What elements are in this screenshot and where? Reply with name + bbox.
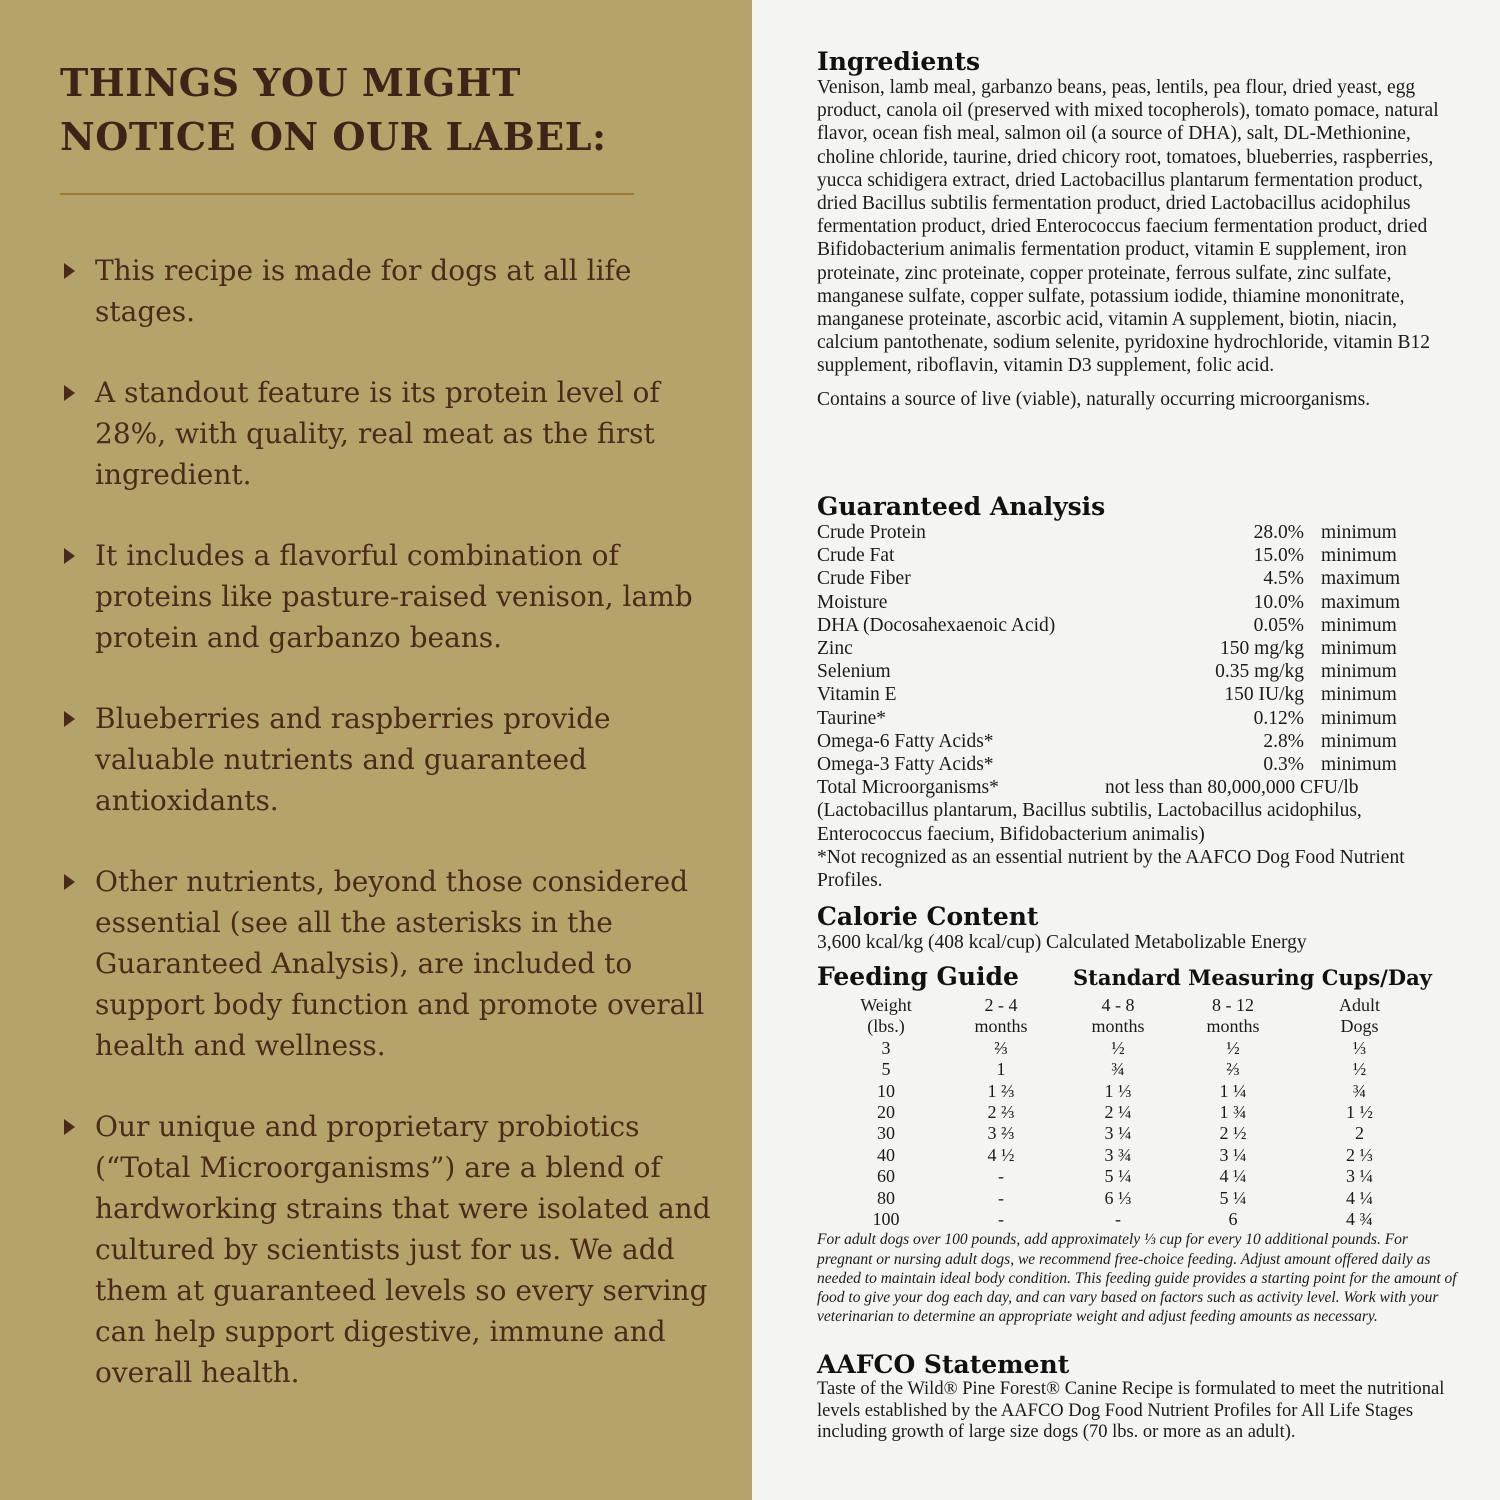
analysis-nutrient: Selenium	[817, 661, 891, 683]
calorie-section	[817, 903, 1457, 954]
feeding-cell: 60	[877, 1166, 895, 1187]
aafco-text: Taste of the Wild® Pine Forest® Canine Recipe is formulated to meet the nutritional levels established by the AAFCO Dog Food Nutrient Profiles for All Life Stages including growth of large size dogs (70 lbs. or more as an adult).	[817, 1379, 1445, 1443]
feeding-cell: -	[998, 1166, 1004, 1187]
analysis-qualifier: minimum	[1321, 614, 1397, 636]
analysis-row	[817, 707, 1421, 730]
analysis-row	[817, 521, 1421, 544]
feeding-cell: 1	[996, 1059, 1006, 1080]
feeding-cell: ½	[1352, 1059, 1367, 1080]
feeding-cell: 2	[1355, 1123, 1364, 1144]
triangle-bullet-icon	[64, 548, 75, 564]
feeding-row	[817, 1166, 1442, 1187]
feeding-column-header: (lbs.)	[867, 1016, 905, 1037]
triangle-bullet-icon	[64, 711, 75, 727]
analysis-row	[817, 591, 1421, 614]
feeding-cell: 80	[877, 1187, 895, 1208]
analysis-nutrient: Moisture	[817, 591, 888, 613]
analysis-nutrient: Omega-6 Fatty Acids*	[817, 730, 994, 752]
analysis-row	[817, 730, 1421, 753]
feeding-cell: 10	[877, 1080, 895, 1101]
bullet-item: Other nutrients, beyond those considered essential (see all the asterisks in the Guaranteed Analysis), are included to support body function and promote overall health and wellness.	[60, 861, 730, 1066]
analysis-row	[817, 683, 1421, 706]
calorie-title: Calorie Content	[817, 902, 1039, 931]
analysis-row	[817, 567, 1421, 590]
feeding-cell: 100	[872, 1209, 900, 1230]
feeding-cell: 6	[1228, 1209, 1238, 1230]
analysis-qualifier: minimum	[1321, 754, 1397, 776]
feeding-section	[817, 963, 1457, 1326]
analysis-qualifier: minimum	[1321, 730, 1397, 752]
feeding-cell: 4 ¾	[1346, 1209, 1373, 1230]
feeding-cell: 4 ¼	[1346, 1187, 1373, 1208]
feeding-column-header: 8 - 12	[1212, 995, 1254, 1015]
analysis-nutrient: Vitamin E	[817, 684, 897, 706]
feeding-row	[817, 1145, 1442, 1166]
analysis-qualifier: maximum	[1321, 591, 1401, 613]
analysis-qualifier: minimum	[1321, 545, 1397, 567]
analysis-qualifier: minimum	[1321, 661, 1397, 683]
analysis-value: 0.35 mg/kg	[1215, 661, 1304, 683]
feeding-cell: 1 ¾	[1219, 1102, 1247, 1123]
bullet-item: It includes a flavorful combination of proteins like pasture-raised venison, lamb protein and garbanzo beans.	[60, 535, 730, 658]
feeding-row	[817, 1188, 1442, 1209]
feeding-column-header: Adult	[1338, 995, 1380, 1015]
bullet-item: A standout feature is its protein level of 28%, with quality, real meat as the first ingredient.	[60, 372, 730, 495]
analysis-qualifier: maximum	[1321, 568, 1401, 590]
analysis-value: 150 mg/kg	[1220, 638, 1304, 660]
analysis-value: 150 IU/kg	[1224, 684, 1304, 706]
analysis-nutrient: Crude Fat	[817, 545, 895, 567]
analysis-row	[817, 614, 1421, 637]
analysis-nutrient: DHA (Docosahexaenoic Acid)	[817, 614, 1056, 636]
analysis-qualifier: minimum	[1321, 707, 1397, 729]
analysis-value: 0.05%	[1253, 614, 1304, 636]
feeding-cell: 1 ¼	[1219, 1080, 1247, 1101]
micro-value: not less than 80,000,000 CFU/lb	[1105, 777, 1359, 799]
feeding-cell: 4 ½	[987, 1144, 1015, 1165]
feeding-row	[817, 1209, 1442, 1230]
feeding-cell: 2 ½	[1219, 1123, 1247, 1144]
analysis-value: 28.0%	[1253, 522, 1304, 543]
feeding-cell: 3 ¼	[1346, 1166, 1373, 1187]
feeding-cell: ⅓	[1352, 1037, 1367, 1058]
feeding-row	[817, 1123, 1442, 1144]
feeding-cell: 40	[877, 1144, 895, 1165]
bullet-item: Our unique and proprietary probiotics (“Total Microorganisms”) are a blend of hardworking strains that were isolated and cultured by scientists just for us. We add them at guaranteed levels so every serving can help support digestive, immune and overall health.	[60, 1106, 730, 1393]
triangle-bullet-icon	[64, 263, 75, 279]
analysis-value: 10.0%	[1253, 591, 1304, 613]
aafco-section	[817, 1351, 1457, 1444]
analysis-footnote: *Not recognized as an essential nutrient by the AAFCO Dog Food Nutrient Profiles.	[817, 846, 1405, 892]
triangle-bullet-icon	[64, 874, 75, 890]
micro-name: Total Microorganisms*	[817, 777, 999, 799]
feeding-cell: ¾	[1352, 1080, 1367, 1101]
feeding-note: For adult dogs over 100 pounds, add approximately ⅓ cup for every 10 additional pounds. For pregnant or nursing adult dogs, we recommend free-choice feeding. Adjust amount offered daily as needed to maintain ideal body condition. This feeding guide provides a starting point for the amount of food to give your dog each day, and can vary based on factors such as activity level. Work with your veterinarian to determine an appropriate weight and adjust feeding amounts as necessary.	[817, 1231, 1457, 1326]
feeding-cell: 1 ⅔	[987, 1080, 1015, 1101]
bullet-item: Blueberries and raspberries provide valuable nutrients and guaranteed antioxidants.	[60, 698, 730, 821]
feeding-header-row	[817, 995, 1442, 1016]
feeding-cell: 3 ¼	[1104, 1123, 1132, 1144]
ingredients-title: Ingredients	[817, 47, 981, 76]
analysis-title: Guaranteed Analysis	[817, 492, 1106, 521]
feeding-header-row	[817, 1016, 1442, 1037]
triangle-bullet-icon	[64, 385, 75, 401]
divider	[60, 193, 634, 195]
analysis-nutrient: Zinc	[817, 638, 853, 660]
feeding-cell: 3 ¾	[1104, 1144, 1132, 1165]
analysis-qualifier: minimum	[1321, 684, 1397, 706]
feeding-cell: ½	[1226, 1037, 1240, 1058]
analysis-micro-row	[817, 776, 1457, 799]
feeding-column-header: Dogs	[1340, 1016, 1379, 1037]
panel-heading: THINGS YOU MIGHT NOTICE ON OUR LABEL:	[60, 60, 607, 159]
feeding-row	[817, 1038, 1442, 1059]
feeding-column-header: months	[974, 1016, 1028, 1037]
analysis-value: 0.12%	[1253, 707, 1304, 729]
ingredients-note: Contains a source of live (viable), naturally occurring microorganisms.	[817, 388, 1371, 410]
feeding-column-header: months	[1206, 1016, 1260, 1037]
feeding-column-header: 4 - 8	[1101, 995, 1135, 1015]
feeding-cell: 4 ¼	[1219, 1166, 1247, 1187]
analysis-row	[817, 637, 1421, 660]
analysis-value: 2.8%	[1263, 730, 1304, 752]
analysis-value: 4.5%	[1263, 568, 1304, 590]
feeding-cell: 2 ¼	[1104, 1102, 1132, 1123]
analysis-value: 15.0%	[1253, 545, 1304, 567]
feeding-cell: -	[998, 1209, 1004, 1230]
feeding-cell: 3 ¼	[1219, 1144, 1247, 1165]
triangle-bullet-icon	[64, 1119, 75, 1135]
feeding-row	[817, 1102, 1442, 1123]
micro-strains: (Lactobacillus plantarum, Bacillus subtilis, Lactobacillus acidophilus, Enterococcus faecium, Bifidobacterium animalis)	[817, 800, 1362, 845]
analysis-nutrient: Taurine*	[817, 707, 887, 729]
feeding-cell: 3	[881, 1037, 891, 1058]
ingredients-text: Venison, lamb meal, garbanzo beans, peas, lentils, pea flour, dried yeast, egg product, canola oil (preserved with mixed tocopherols), tomato pomace, natural flavor, ocean fish meal, salmon oil (a source of DHA), salt, DL-Methionine, choline chloride, taurine, dried chicory root, tomatoes, blueberries, raspberries, yucca schidigera extract, dried Lactobacillus plantarum fermentation product, dried Bacillus subtilis fermentation product, dried Lactobacillus acidophilus fermentation product, dried Enterococcus faecium fermentation product, dried Bifidobacterium animalis fermentation product, vitamin E supplement, iron proteinate, zinc proteinate, copper proteinate, ferrous sulfate, zinc sulfate, manganese sulfate, copper sulfate, potassium iodide, thiamine mononitrate, manganese proteinate, ascorbic acid, vitamin A supplement, biotin, niacin, calcium pantothenate, sodium selenite, pyridoxine hydrochloride, vitamin B12 supplement, riboflavin, vitamin D3 supplement, folic acid.	[817, 77, 1439, 377]
analysis-section	[817, 493, 1457, 892]
feeding-cell: 1 ½	[1346, 1102, 1373, 1123]
analysis-nutrient: Omega-3 Fatty Acids*	[817, 754, 994, 776]
feeding-column-header: 2 - 4	[984, 995, 1018, 1015]
bullet-item: This recipe is made for dogs at all life stages.	[60, 250, 730, 332]
feeding-cell: -	[1115, 1209, 1121, 1230]
feeding-cell: 1 ⅓	[1104, 1080, 1132, 1101]
feeding-column-header: Weight	[860, 995, 912, 1015]
feeding-cell: 2 ⅓	[1346, 1144, 1373, 1165]
feeding-table	[817, 995, 1442, 1230]
feeding-cell: ¾	[1111, 1059, 1125, 1080]
feeding-cell: 20	[877, 1102, 895, 1123]
feeding-cell: 5	[881, 1059, 891, 1080]
feeding-cell: 6 ⅓	[1104, 1187, 1132, 1208]
feeding-column-header: months	[1091, 1016, 1145, 1037]
analysis-row	[817, 544, 1421, 567]
feeding-cell: ½	[1111, 1037, 1125, 1058]
ingredients-section	[817, 48, 1457, 411]
analysis-row	[817, 753, 1421, 776]
analysis-qualifier: minimum	[1321, 522, 1397, 543]
feeding-cell: 5 ¼	[1219, 1187, 1247, 1208]
feeding-row	[817, 1059, 1442, 1080]
feeding-cell: 2 ⅔	[987, 1102, 1015, 1123]
analysis-value: 0.3%	[1263, 754, 1304, 776]
feeding-cell: -	[998, 1187, 1004, 1208]
analysis-row	[817, 660, 1421, 683]
aafco-title: AAFCO Statement	[817, 1350, 1070, 1379]
analysis-nutrient: Crude Protein	[817, 522, 926, 543]
bullet-list	[60, 250, 730, 1433]
feeding-title: Feeding Guide	[817, 962, 1019, 991]
analysis-qualifier: minimum	[1321, 638, 1397, 660]
feeding-cell: 3 ⅔	[987, 1123, 1015, 1144]
feeding-subtitle: Standard Measuring Cups/Day	[1073, 965, 1432, 990]
analysis-table	[817, 521, 1421, 776]
calorie-text: 3,600 kcal/kg (408 kcal/cup) Calculated Metabolizable Energy	[817, 932, 1307, 953]
feeding-row	[817, 1081, 1442, 1102]
feeding-cell: ⅔	[1226, 1059, 1240, 1080]
analysis-nutrient: Crude Fiber	[817, 568, 911, 590]
feeding-cell: 30	[877, 1123, 895, 1144]
feeding-cell: 5 ¼	[1104, 1166, 1132, 1187]
feeding-cell: ⅔	[994, 1037, 1008, 1058]
